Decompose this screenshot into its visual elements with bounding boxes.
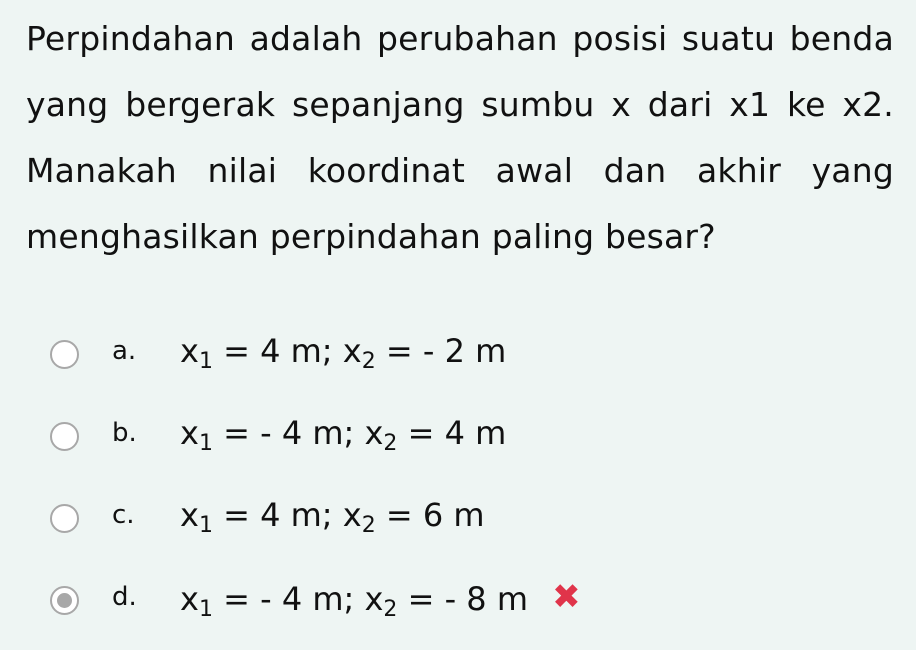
radio-option-a[interactable] xyxy=(50,340,79,369)
radio-option-d[interactable] xyxy=(50,586,79,615)
radio-selected-dot xyxy=(57,593,72,608)
radio-option-b[interactable] xyxy=(50,422,79,451)
option-expression: $x_1 = 4$ m; $x_2 = 6$ m xyxy=(180,496,485,538)
option-expression: $x_1$ = - 4 m; $x_2$ = - 8 m ✖ xyxy=(180,577,581,622)
x-mark-icon: ✖ xyxy=(552,577,581,617)
option-letter: c. xyxy=(112,500,135,530)
option-letter: a. xyxy=(112,336,137,366)
radio-option-c[interactable] xyxy=(50,504,79,533)
option-expression: $x_1$ = - 4 m; $x_2 = 4$ m xyxy=(180,414,507,456)
option-letter: b. xyxy=(112,418,137,448)
option-b[interactable] xyxy=(50,392,870,474)
answer-options xyxy=(50,310,870,638)
option-d[interactable] xyxy=(50,556,870,638)
question-text: Perpindahan adalah perubahan posisi suatu benda yang bergerak sepanjang sumbu x dari x1 ke x2. Manakah nilai koordinat awal dan akhir yang menghasilkan perpindahan paling besar? xyxy=(26,19,894,256)
option-a[interactable] xyxy=(50,310,870,392)
option-expression: $x_1 = 4$ m; $x_2$ = - 2 m xyxy=(180,332,507,374)
option-c[interactable] xyxy=(50,474,870,556)
option-letter: d. xyxy=(112,582,137,612)
